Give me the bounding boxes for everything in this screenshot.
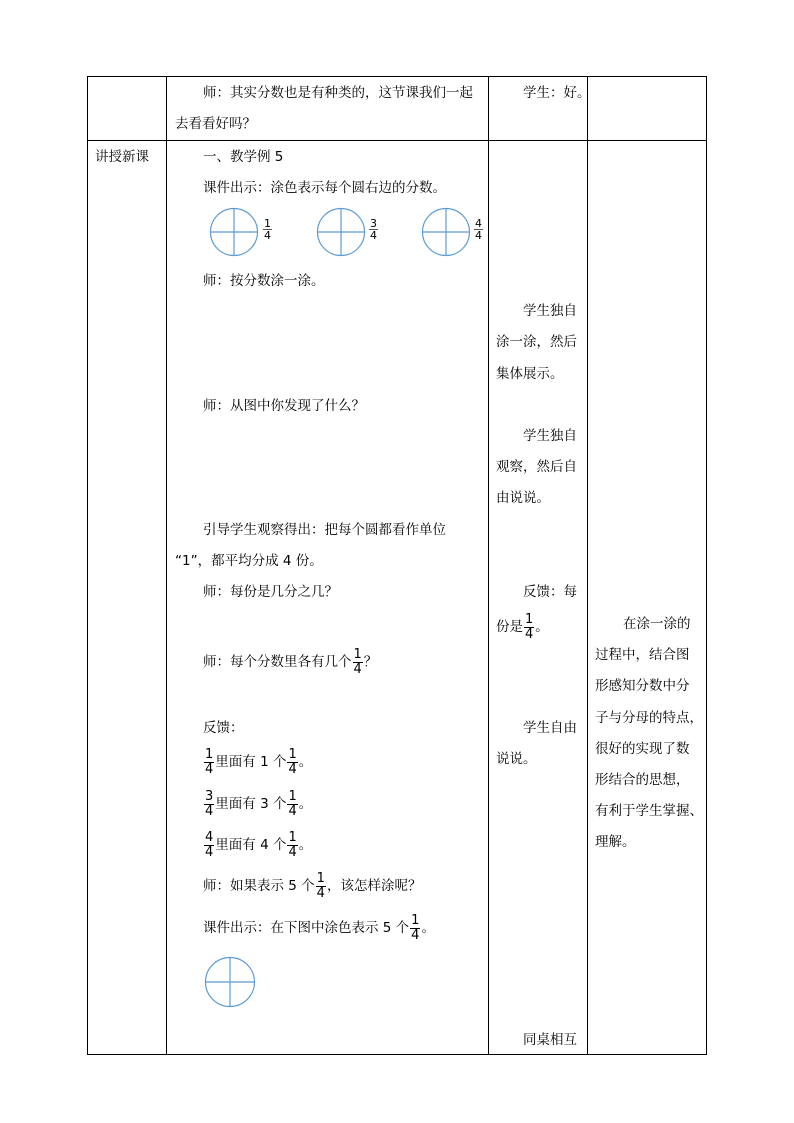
circle-diagram-2 [316, 207, 366, 257]
courseware-show-2: 课件出示：在下图中涂色表示 5 个 $\frac{1}{4}$ 。 [203, 912, 435, 943]
student-activity-4-line1: 学生自由 [523, 720, 577, 736]
question-mark: ？ [363, 654, 378, 670]
table-left-border [87, 76, 88, 1055]
student-activity-2-line1: 学生独自 [523, 428, 577, 444]
table-col-divider-3 [587, 76, 588, 1055]
note-line5: 很好的实现了数 [595, 741, 690, 757]
circle-diagram-3 [421, 207, 471, 257]
note-line1: 在涂一涂的 [623, 616, 691, 632]
courseware-show-1: 课件出示：涂色表示每个圆右边的分数。 [203, 180, 446, 196]
note-line7: 有利于学生掌握、 [595, 803, 703, 819]
circle-fraction-2: $\frac{3}{4}$ [370, 217, 377, 242]
student-activity-5: 同桌相互 [523, 1032, 577, 1048]
section-heading: 一、教学例 5 [203, 149, 284, 165]
table-col-divider-2 [488, 76, 489, 1055]
note-line6: 形结合的思想， [595, 772, 690, 788]
table-top-border [87, 76, 707, 77]
student-feedback-line1: 反馈：每 [523, 584, 577, 600]
table-right-border [706, 76, 707, 1055]
feedback-row-1: $\frac{1}{4}$ 里面有 1 个 $\frac{1}{4}$ 。 [205, 746, 313, 777]
feedback-row-2: $\frac{3}{4}$ 里面有 3 个 $\frac{1}{4}$ 。 [205, 788, 313, 819]
teacher-five-question: 师：如果表示 5 个 $\frac{1}{4}$ ，该怎样涂呢？ [203, 870, 422, 901]
row1-student-reply: 学生：好。 [523, 85, 591, 101]
stage-label: 讲授新课 [95, 149, 149, 165]
circle-fraction-1: $\frac{1}{4}$ [264, 217, 271, 242]
guide-line2: “1”，都平均分成 4 份。 [175, 553, 323, 569]
student-activity-1-line3: 集体展示。 [496, 366, 564, 382]
feedback-row-3: $\frac{4}{4}$ 里面有 4 个 $\frac{1}{4}$ 。 [205, 829, 313, 860]
note-line2: 过程中，结合图 [595, 647, 690, 663]
note-line3: 形感知分数中分 [595, 678, 690, 694]
student-feedback-line2: 份是 $\frac{1}{4}$ 。 [496, 611, 549, 642]
table-col-divider-1 [166, 76, 167, 1055]
student-activity-2-line3: 由说说。 [496, 490, 550, 506]
student-activity-1-line2: 涂一涂，然后 [496, 334, 577, 350]
student-activity-2-line2: 观察，然后自 [496, 459, 577, 475]
teacher-each-part-question: 师：每份是几分之几？ [203, 584, 338, 600]
teacher-how-many-question [203, 647, 377, 677]
circle-diagram-1 [209, 207, 259, 257]
table-row-divider [87, 140, 707, 141]
student-activity-1-line1: 学生独自 [523, 303, 577, 319]
note-line8: 理解。 [595, 834, 636, 850]
student-activity-4-line2: 说说。 [496, 751, 537, 767]
note-line4: 子与分母的特点， [595, 710, 703, 726]
circle-diagram-4 [204, 956, 256, 1008]
circle-fraction-3: $\frac{4}{4}$ [475, 217, 482, 242]
teacher-color-prompt: 师：按分数涂一涂。 [203, 273, 325, 289]
table-bottom-border [87, 1054, 707, 1055]
feedback-label: 反馈： [203, 720, 244, 736]
how-many-fraction: $\frac{1}{4}$ [353, 646, 362, 677]
guide-line1: 引导学生观察得出：把每个圆都看作单位 [203, 522, 446, 538]
teacher-find-question: 师：从图中你发现了什么？ [203, 398, 365, 414]
how-many-text: 师：每个分数里各有几个 [203, 654, 352, 670]
row1-teacher-line1: 师：其实分数也是有种类的，这节课我们一起 [203, 85, 473, 101]
row1-teacher-line2: 去看看好吗？ [175, 116, 256, 132]
